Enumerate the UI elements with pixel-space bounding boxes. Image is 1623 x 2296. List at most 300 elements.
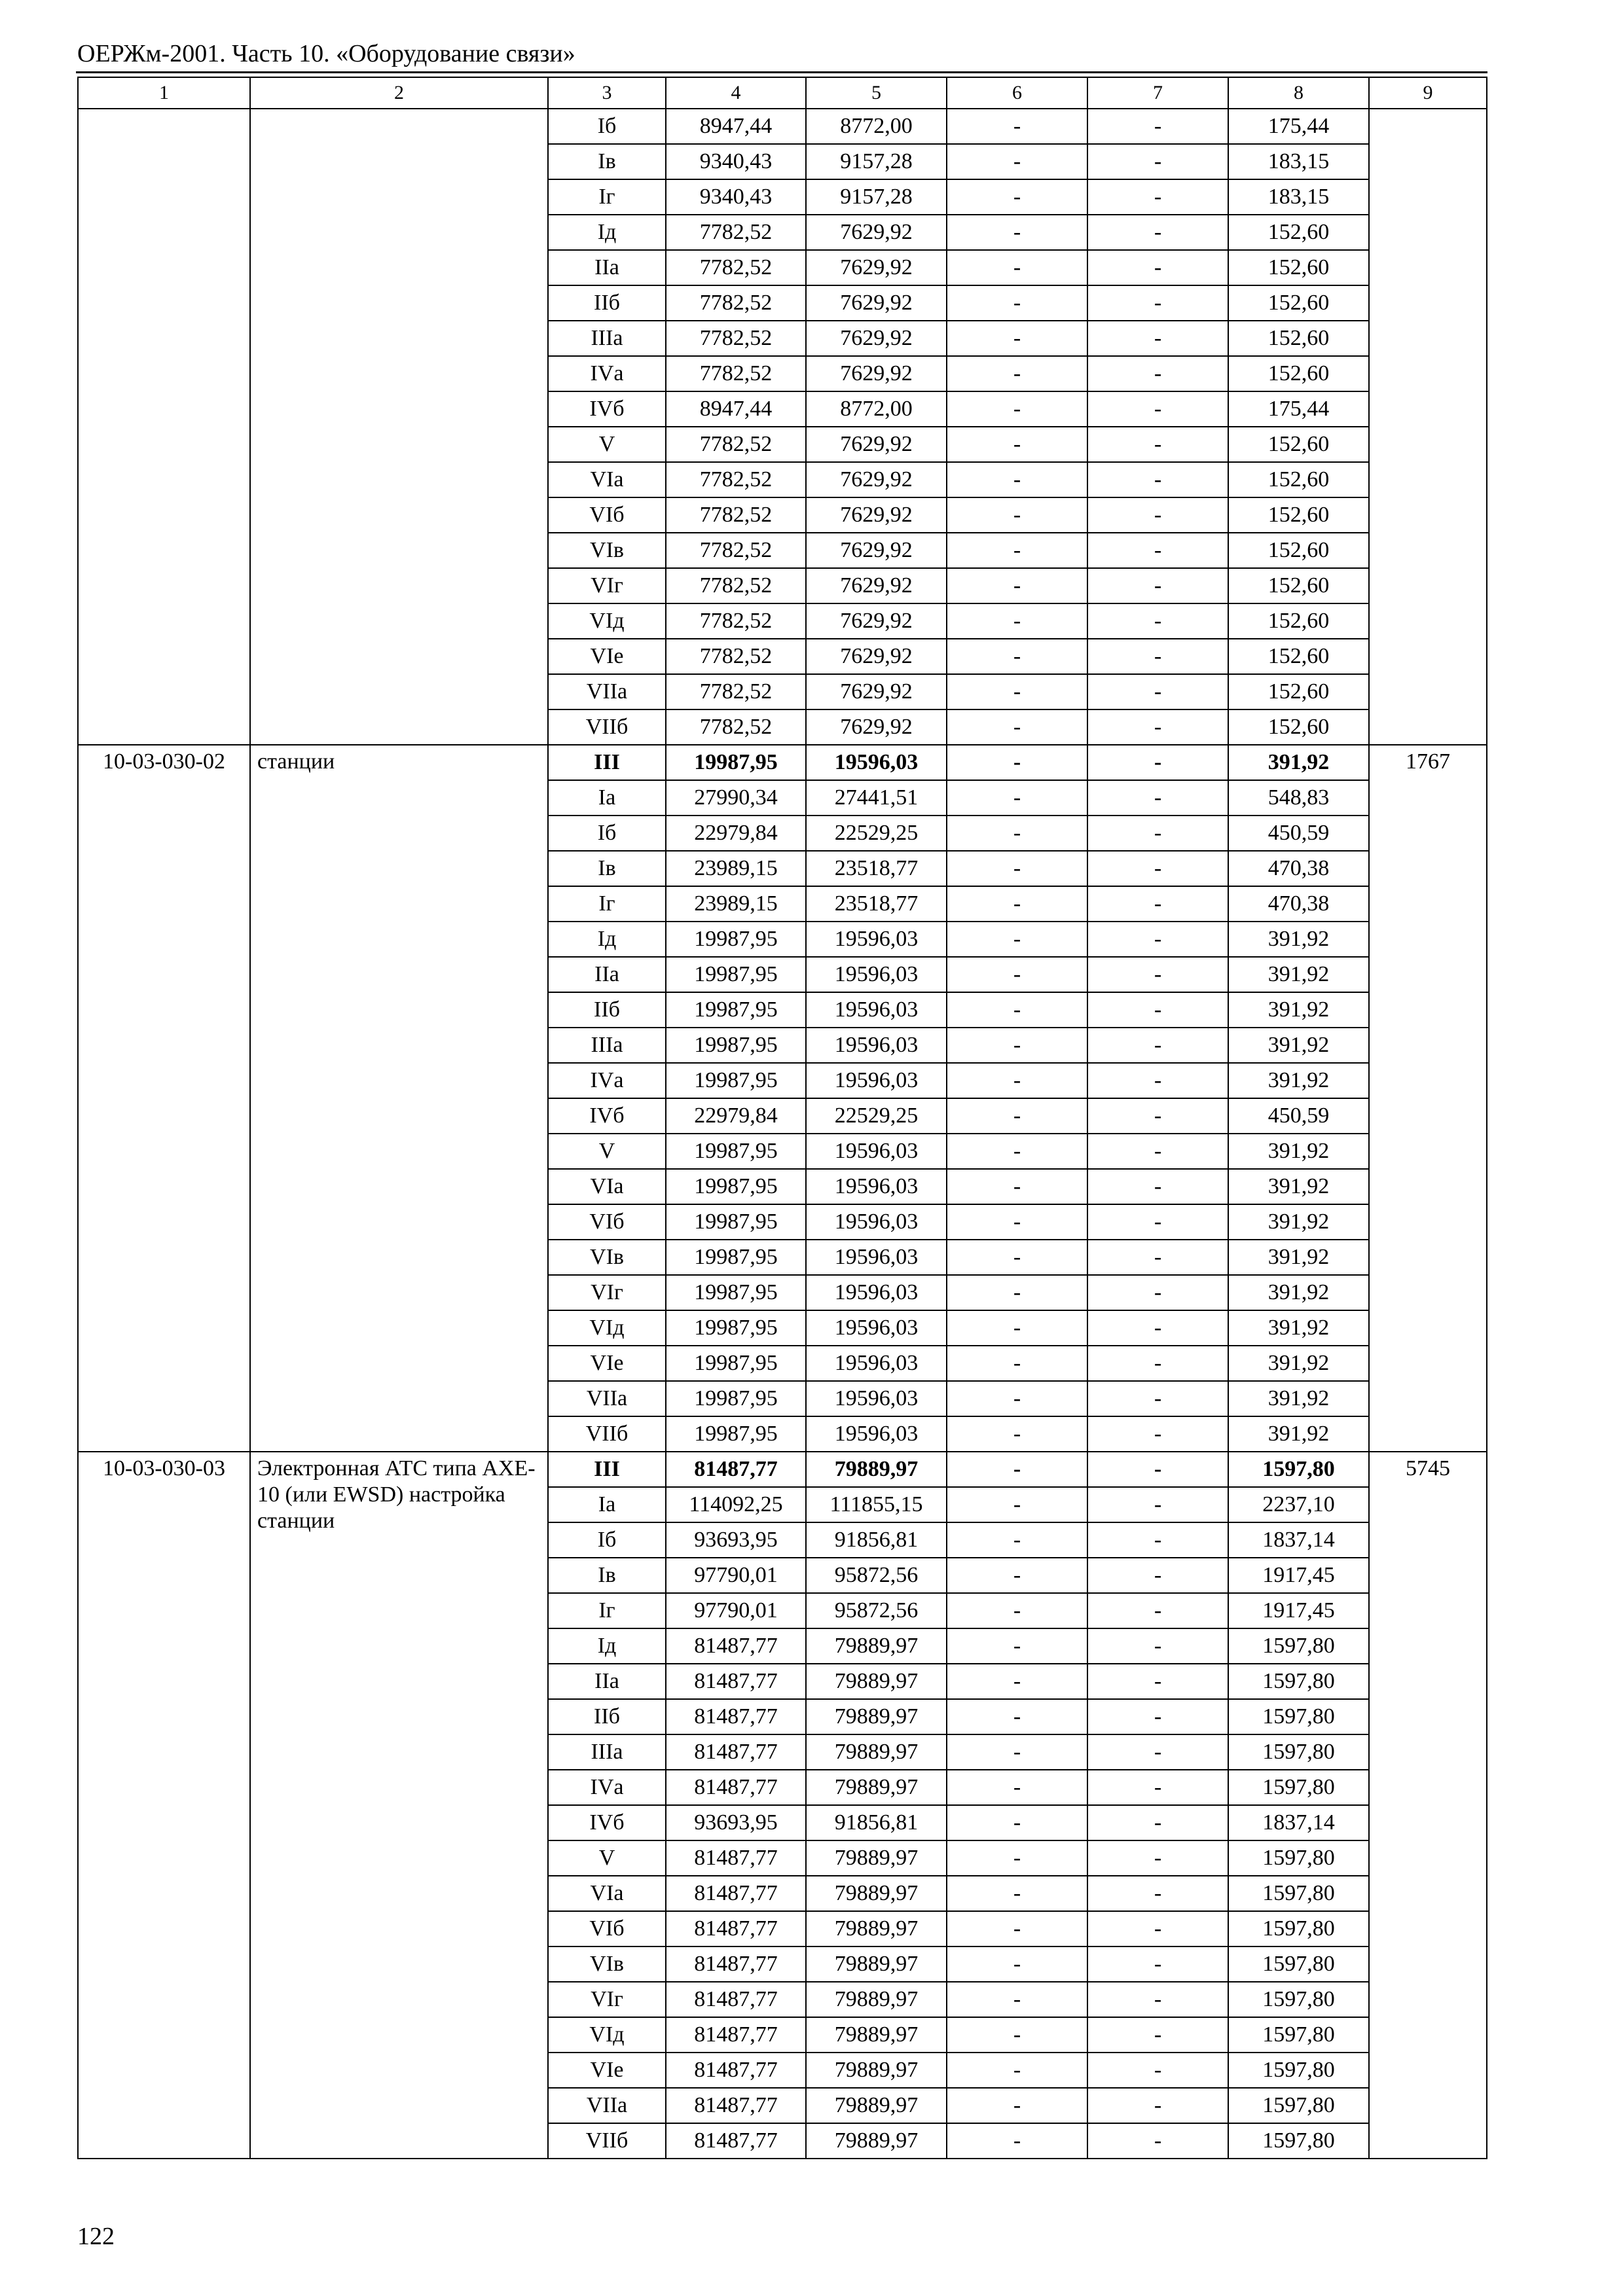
value-cell-col7: -	[1087, 780, 1228, 816]
value-cell-col6: -	[947, 1240, 1087, 1275]
value-cell-col5: 7629,92	[806, 533, 947, 568]
value-cell-col4: 19987,95	[666, 1169, 806, 1204]
value-cell-col5: 9157,28	[806, 144, 947, 179]
value-cell-col4: 81487,77	[666, 1664, 806, 1699]
value-cell-col5: 8772,00	[806, 109, 947, 144]
zone-cell: IIб	[548, 1699, 666, 1734]
value-cell-col5: 19596,03	[806, 1310, 947, 1346]
column-number-cell: 4	[666, 77, 806, 109]
value-cell-col8: 1597,80	[1228, 1628, 1369, 1664]
norm-name-cell	[250, 109, 548, 745]
value-cell-col7: -	[1087, 1699, 1228, 1734]
value-cell-col5: 7629,92	[806, 709, 947, 745]
zone-cell: IIа	[548, 957, 666, 992]
value-cell-col4: 19987,95	[666, 1416, 806, 1452]
value-cell-col5: 7629,92	[806, 674, 947, 709]
value-cell-col6: -	[947, 427, 1087, 462]
value-cell-col5: 19596,03	[806, 1346, 947, 1381]
value-cell-col8: 152,60	[1228, 462, 1369, 497]
column-number-cell: 5	[806, 77, 947, 109]
value-cell-col6: -	[947, 250, 1087, 285]
value-cell-col4: 7782,52	[666, 462, 806, 497]
value-cell-col7: -	[1087, 2053, 1228, 2088]
value-cell-col6: -	[947, 2053, 1087, 2088]
zone-cell: VIб	[548, 497, 666, 533]
value-cell-col7: -	[1087, 1805, 1228, 1840]
value-cell-col8: 1597,80	[1228, 1946, 1369, 1982]
value-cell-col6: -	[947, 603, 1087, 639]
value-cell-col7: -	[1087, 992, 1228, 1028]
zone-cell: VIд	[548, 603, 666, 639]
value-cell-col4: 81487,77	[666, 1876, 806, 1911]
column-number-cell: 8	[1228, 77, 1369, 109]
value-cell-col5: 19596,03	[806, 745, 947, 780]
value-cell-col5: 19596,03	[806, 1204, 947, 1240]
value-cell-col6: -	[947, 568, 1087, 603]
column-number-cell: 9	[1369, 77, 1487, 109]
value-cell-col8: 1597,80	[1228, 1982, 1369, 2017]
value-cell-col4: 81487,77	[666, 2053, 806, 2088]
table-row	[78, 1452, 1487, 1487]
value-cell-col6: -	[947, 2017, 1087, 2053]
value-cell-col5: 19596,03	[806, 1169, 947, 1204]
document-header: ОЕРЖм-2001. Часть 10. «Оборудование связи»	[77, 40, 575, 67]
zone-cell: V	[548, 1134, 666, 1169]
value-cell-col4: 81487,77	[666, 1982, 806, 2017]
value-cell-col6: -	[947, 674, 1087, 709]
value-cell-col7: -	[1087, 1911, 1228, 1946]
value-cell-col5: 79889,97	[806, 1664, 947, 1699]
zone-cell: VIг	[548, 1275, 666, 1310]
value-cell-col5: 8772,00	[806, 391, 947, 427]
value-cell-col4: 7782,52	[666, 497, 806, 533]
value-cell-col6: -	[947, 709, 1087, 745]
column-number-cell: 6	[947, 77, 1087, 109]
value-cell-col8: 391,92	[1228, 1134, 1369, 1169]
value-cell-col7: -	[1087, 709, 1228, 745]
value-cell-col4: 7782,52	[666, 356, 806, 391]
value-cell-col7: -	[1087, 639, 1228, 674]
value-cell-col7: -	[1087, 816, 1228, 851]
value-cell-col4: 7782,52	[666, 321, 806, 356]
value-cell-col4: 81487,77	[666, 1840, 806, 1876]
value-cell-col4: 8947,44	[666, 391, 806, 427]
value-cell-col8: 1597,80	[1228, 1876, 1369, 1911]
value-cell-col5: 7629,92	[806, 568, 947, 603]
value-cell-col6: -	[947, 109, 1087, 144]
value-cell-col4: 19987,95	[666, 1240, 806, 1275]
zone-cell: Iв	[548, 144, 666, 179]
value-cell-col6: -	[947, 1310, 1087, 1346]
norms-table-body	[78, 77, 1487, 2159]
value-cell-col5: 23518,77	[806, 886, 947, 922]
value-cell-col8: 1597,80	[1228, 2088, 1369, 2123]
zone-cell: VIIб	[548, 1416, 666, 1452]
value-cell-col5: 79889,97	[806, 1840, 947, 1876]
value-cell-col7: -	[1087, 674, 1228, 709]
zone-cell: VIд	[548, 1310, 666, 1346]
value-cell-col6: -	[947, 1028, 1087, 1063]
value-cell-col4: 7782,52	[666, 674, 806, 709]
value-cell-col8: 391,92	[1228, 1028, 1369, 1063]
value-cell-col7: -	[1087, 1487, 1228, 1522]
value-cell-col7: -	[1087, 2017, 1228, 2053]
value-cell-col5: 19596,03	[806, 1134, 947, 1169]
value-cell-col8: 152,60	[1228, 533, 1369, 568]
value-cell-col7: -	[1087, 356, 1228, 391]
value-cell-col8: 152,60	[1228, 250, 1369, 285]
value-cell-col4: 7782,52	[666, 285, 806, 321]
zone-cell: Iд	[548, 1628, 666, 1664]
value-cell-col7: -	[1087, 1134, 1228, 1169]
value-cell-col6: -	[947, 391, 1087, 427]
zone-cell: VIа	[548, 1876, 666, 1911]
zone-cell: IVб	[548, 1805, 666, 1840]
value-cell-col8: 1837,14	[1228, 1805, 1369, 1840]
value-cell-col8: 152,60	[1228, 639, 1369, 674]
value-cell-col7: -	[1087, 1734, 1228, 1770]
value-cell-col8: 391,92	[1228, 1416, 1369, 1452]
value-cell-col7: -	[1087, 285, 1228, 321]
zone-cell: Iа	[548, 780, 666, 816]
value-cell-col6: -	[947, 1734, 1087, 1770]
value-cell-col7: -	[1087, 144, 1228, 179]
norm-name-cell: станции	[250, 745, 548, 1452]
norm-code-cell	[78, 109, 250, 745]
value-cell-col7: -	[1087, 2123, 1228, 2159]
zone-cell: VIв	[548, 533, 666, 568]
zone-cell: VIе	[548, 1346, 666, 1381]
value-cell-col5: 79889,97	[806, 1734, 947, 1770]
value-cell-col8: 1597,80	[1228, 1911, 1369, 1946]
value-cell-col8: 391,92	[1228, 1346, 1369, 1381]
value-cell-col4: 81487,77	[666, 1946, 806, 1982]
value-cell-col6: -	[947, 1876, 1087, 1911]
value-cell-col8: 152,60	[1228, 427, 1369, 462]
value-cell-col4: 7782,52	[666, 250, 806, 285]
zone-cell: VIв	[548, 1240, 666, 1275]
value-cell-col4: 97790,01	[666, 1593, 806, 1628]
value-cell-col5: 7629,92	[806, 427, 947, 462]
value-cell-col4: 19987,95	[666, 745, 806, 780]
zone-cell: Iб	[548, 1522, 666, 1558]
value-cell-col6: -	[947, 1169, 1087, 1204]
value-cell-col7: -	[1087, 109, 1228, 144]
value-cell-col5: 19596,03	[806, 1416, 947, 1452]
value-cell-col8: 1597,80	[1228, 1770, 1369, 1805]
value-cell-col6: -	[947, 1416, 1087, 1452]
value-cell-col7: -	[1087, 1558, 1228, 1593]
zone-cell: V	[548, 1840, 666, 1876]
value-cell-col6: -	[947, 2088, 1087, 2123]
value-cell-col4: 22979,84	[666, 816, 806, 851]
value-cell-col8: 152,60	[1228, 497, 1369, 533]
value-cell-col8: 391,92	[1228, 922, 1369, 957]
value-cell-col5: 79889,97	[806, 1770, 947, 1805]
value-cell-col6: -	[947, 1204, 1087, 1240]
value-cell-col7: -	[1087, 2088, 1228, 2123]
value-cell-col4: 81487,77	[666, 1628, 806, 1664]
norms-table	[77, 77, 1487, 2159]
value-cell-col4: 19987,95	[666, 1346, 806, 1381]
value-cell-col6: -	[947, 1593, 1087, 1628]
zone-cell: VIIб	[548, 2123, 666, 2159]
value-cell-col4: 19987,95	[666, 1063, 806, 1098]
value-cell-col5: 91856,81	[806, 1522, 947, 1558]
value-cell-col5: 27441,51	[806, 780, 947, 816]
value-cell-col5: 79889,97	[806, 2123, 947, 2159]
value-cell-col5: 19596,03	[806, 957, 947, 992]
value-cell-col6: -	[947, 179, 1087, 215]
value-cell-col5: 91856,81	[806, 1805, 947, 1840]
value-cell-col4: 19987,95	[666, 1134, 806, 1169]
value-cell-col5: 79889,97	[806, 1452, 947, 1487]
value-cell-col7: -	[1087, 568, 1228, 603]
value-cell-col8: 450,59	[1228, 816, 1369, 851]
zone-cell: IIIа	[548, 1028, 666, 1063]
value-cell-col5: 7629,92	[806, 639, 947, 674]
value-cell-col4: 81487,77	[666, 2088, 806, 2123]
value-cell-col4: 7782,52	[666, 568, 806, 603]
value-cell-col8: 1917,45	[1228, 1593, 1369, 1628]
value-cell-col8: 391,92	[1228, 1063, 1369, 1098]
value-cell-col8: 175,44	[1228, 109, 1369, 144]
value-cell-col6: -	[947, 497, 1087, 533]
zone-cell: VIг	[548, 568, 666, 603]
value-cell-col4: 7782,52	[666, 709, 806, 745]
value-cell-col8: 450,59	[1228, 1098, 1369, 1134]
value-cell-col4: 19987,95	[666, 1204, 806, 1240]
zone-cell: Iг	[548, 886, 666, 922]
value-cell-col4: 81487,77	[666, 1770, 806, 1805]
value-cell-col5: 79889,97	[806, 2017, 947, 2053]
value-cell-col7: -	[1087, 1664, 1228, 1699]
value-cell-col5: 19596,03	[806, 1240, 947, 1275]
value-cell-col8: 1597,80	[1228, 2053, 1369, 2088]
zone-cell: Iб	[548, 816, 666, 851]
value-cell-col7: -	[1087, 1381, 1228, 1416]
value-cell-col7: -	[1087, 215, 1228, 250]
norm-code-cell: 10-03-030-02	[78, 745, 250, 1452]
zone-cell: IVа	[548, 1770, 666, 1805]
value-cell-col7: -	[1087, 1240, 1228, 1275]
zone-cell: VIв	[548, 1946, 666, 1982]
value-cell-col4: 19987,95	[666, 1381, 806, 1416]
value-cell-col8: 391,92	[1228, 1310, 1369, 1346]
value-cell-col6: -	[947, 1982, 1087, 2017]
value-cell-col4: 93693,95	[666, 1522, 806, 1558]
zone-cell: VIIа	[548, 2088, 666, 2123]
zone-cell: Iв	[548, 1558, 666, 1593]
value-cell-col5: 19596,03	[806, 1275, 947, 1310]
value-cell-col4: 9340,43	[666, 144, 806, 179]
value-cell-col8: 1837,14	[1228, 1522, 1369, 1558]
zone-cell: IIа	[548, 250, 666, 285]
value-cell-col8: 152,60	[1228, 603, 1369, 639]
value-cell-col7: -	[1087, 427, 1228, 462]
value-cell-col7: -	[1087, 1098, 1228, 1134]
value-cell-col4: 81487,77	[666, 1452, 806, 1487]
value-cell-col7: -	[1087, 462, 1228, 497]
value-cell-col8: 470,38	[1228, 851, 1369, 886]
value-cell-col8: 152,60	[1228, 709, 1369, 745]
value-cell-col6: -	[947, 533, 1087, 568]
value-cell-col6: -	[947, 1911, 1087, 1946]
value-cell-col8: 152,60	[1228, 321, 1369, 356]
value-cell-col5: 7629,92	[806, 250, 947, 285]
zone-cell: III	[548, 1452, 666, 1487]
column-number-row	[78, 77, 1487, 109]
value-cell-col6: -	[947, 1134, 1087, 1169]
value-cell-col7: -	[1087, 391, 1228, 427]
value-cell-col7: -	[1087, 922, 1228, 957]
value-cell-col8: 152,60	[1228, 674, 1369, 709]
value-cell-col4: 9340,43	[666, 179, 806, 215]
value-cell-col5: 79889,97	[806, 1699, 947, 1734]
value-cell-col8: 152,60	[1228, 285, 1369, 321]
value-cell-col5: 7629,92	[806, 603, 947, 639]
value-cell-col5: 79889,97	[806, 1946, 947, 1982]
value-cell-col4: 19987,95	[666, 922, 806, 957]
value-cell-col4: 7782,52	[666, 533, 806, 568]
column-number-cell: 7	[1087, 77, 1228, 109]
value-cell-col7: -	[1087, 179, 1228, 215]
value-cell-col6: -	[947, 1770, 1087, 1805]
table-row	[78, 745, 1487, 780]
zone-cell: VIб	[548, 1911, 666, 1946]
value-cell-col6: -	[947, 356, 1087, 391]
value-cell-col7: -	[1087, 1028, 1228, 1063]
value-cell-col6: -	[947, 745, 1087, 780]
value-cell-col5: 7629,92	[806, 285, 947, 321]
value-cell-col4: 19987,95	[666, 1310, 806, 1346]
value-cell-col5: 7629,92	[806, 462, 947, 497]
zone-cell: Iв	[548, 851, 666, 886]
value-cell-col5: 7629,92	[806, 497, 947, 533]
header-rule	[76, 71, 1487, 73]
value-cell-col6: -	[947, 851, 1087, 886]
value-cell-col8: 175,44	[1228, 391, 1369, 427]
value-cell-col8: 391,92	[1228, 992, 1369, 1028]
total-cell: 1767	[1369, 745, 1487, 1452]
value-cell-col6: -	[947, 780, 1087, 816]
value-cell-col6: -	[947, 215, 1087, 250]
value-cell-col8: 1597,80	[1228, 2017, 1369, 2053]
norm-code-cell: 10-03-030-03	[78, 1452, 250, 2159]
value-cell-col6: -	[947, 1487, 1087, 1522]
value-cell-col5: 19596,03	[806, 992, 947, 1028]
value-cell-col7: -	[1087, 957, 1228, 992]
value-cell-col6: -	[947, 1381, 1087, 1416]
value-cell-col5: 19596,03	[806, 1063, 947, 1098]
column-number-cell: 3	[548, 77, 666, 109]
value-cell-col8: 391,92	[1228, 1381, 1369, 1416]
zone-cell: III	[548, 745, 666, 780]
value-cell-col4: 81487,77	[666, 2123, 806, 2159]
value-cell-col5: 19596,03	[806, 1028, 947, 1063]
value-cell-col6: -	[947, 1063, 1087, 1098]
value-cell-col6: -	[947, 1558, 1087, 1593]
value-cell-col6: -	[947, 639, 1087, 674]
zone-cell: VIIа	[548, 674, 666, 709]
value-cell-col7: -	[1087, 1310, 1228, 1346]
value-cell-col6: -	[947, 992, 1087, 1028]
column-number-cell: 2	[250, 77, 548, 109]
zone-cell: IIб	[548, 285, 666, 321]
value-cell-col5: 111855,15	[806, 1487, 947, 1522]
value-cell-col8: 391,92	[1228, 1240, 1369, 1275]
zone-cell: VIа	[548, 1169, 666, 1204]
value-cell-col8: 152,60	[1228, 568, 1369, 603]
value-cell-col4: 22979,84	[666, 1098, 806, 1134]
value-cell-col6: -	[947, 1452, 1087, 1487]
value-cell-col4: 81487,77	[666, 1699, 806, 1734]
value-cell-col7: -	[1087, 1063, 1228, 1098]
value-cell-col6: -	[947, 285, 1087, 321]
zone-cell: VIг	[548, 1982, 666, 2017]
value-cell-col8: 1597,80	[1228, 1699, 1369, 1734]
value-cell-col6: -	[947, 144, 1087, 179]
value-cell-col4: 19987,95	[666, 992, 806, 1028]
value-cell-col4: 7782,52	[666, 639, 806, 674]
value-cell-col4: 93693,95	[666, 1805, 806, 1840]
value-cell-col7: -	[1087, 497, 1228, 533]
zone-cell: VIе	[548, 639, 666, 674]
zone-cell: IVб	[548, 391, 666, 427]
zone-cell: VIе	[548, 2053, 666, 2088]
value-cell-col5: 7629,92	[806, 321, 947, 356]
value-cell-col5: 95872,56	[806, 1558, 947, 1593]
value-cell-col4: 19987,95	[666, 1275, 806, 1310]
value-cell-col5: 19596,03	[806, 1381, 947, 1416]
value-cell-col8: 1597,80	[1228, 1840, 1369, 1876]
zone-cell: VIб	[548, 1204, 666, 1240]
value-cell-col6: -	[947, 816, 1087, 851]
value-cell-col5: 79889,97	[806, 1876, 947, 1911]
zone-cell: V	[548, 427, 666, 462]
value-cell-col7: -	[1087, 250, 1228, 285]
value-cell-col6: -	[947, 462, 1087, 497]
value-cell-col5: 7629,92	[806, 215, 947, 250]
value-cell-col5: 79889,97	[806, 1911, 947, 1946]
zone-cell: VIIа	[548, 1381, 666, 1416]
value-cell-col4: 23989,15	[666, 851, 806, 886]
norm-name-cell: Электронная АТС типа AXE-10 (или EWSD) настройка станции	[250, 1452, 548, 2159]
value-cell-col4: 7782,52	[666, 215, 806, 250]
value-cell-col7: -	[1087, 1275, 1228, 1310]
value-cell-col6: -	[947, 1522, 1087, 1558]
value-cell-col6: -	[947, 1946, 1087, 1982]
value-cell-col6: -	[947, 1664, 1087, 1699]
value-cell-col5: 23518,77	[806, 851, 947, 886]
value-cell-col7: -	[1087, 1169, 1228, 1204]
value-cell-col5: 79889,97	[806, 1628, 947, 1664]
value-cell-col7: -	[1087, 1946, 1228, 1982]
value-cell-col7: -	[1087, 1416, 1228, 1452]
value-cell-col8: 391,92	[1228, 745, 1369, 780]
value-cell-col8: 548,83	[1228, 780, 1369, 816]
value-cell-col5: 79889,97	[806, 2088, 947, 2123]
value-cell-col4: 81487,77	[666, 1734, 806, 1770]
value-cell-col7: -	[1087, 1770, 1228, 1805]
value-cell-col4: 23989,15	[666, 886, 806, 922]
value-cell-col6: -	[947, 1275, 1087, 1310]
value-cell-col5: 7629,92	[806, 356, 947, 391]
value-cell-col6: -	[947, 1805, 1087, 1840]
zone-cell: Iд	[548, 922, 666, 957]
value-cell-col6: -	[947, 2123, 1087, 2159]
value-cell-col5: 9157,28	[806, 179, 947, 215]
